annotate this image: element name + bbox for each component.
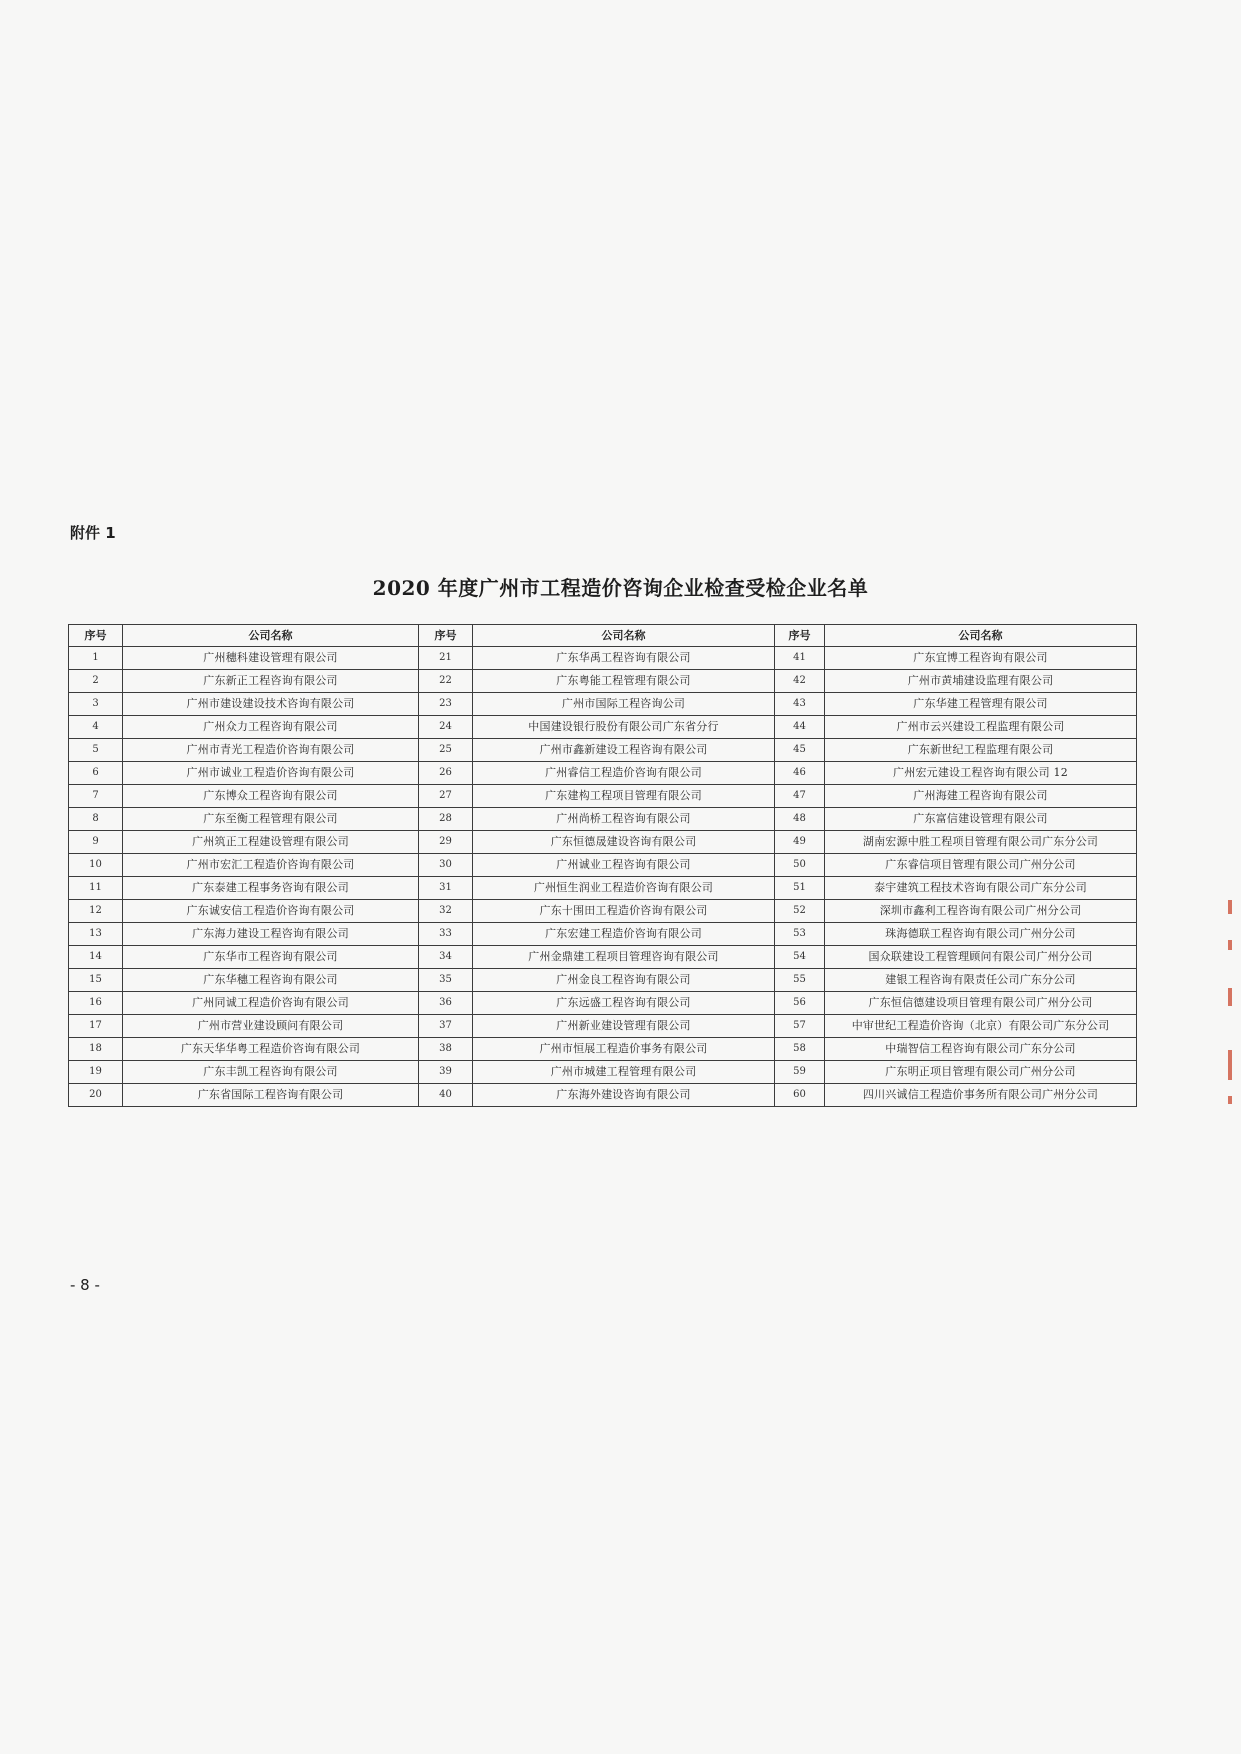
row-number: 38 [419,1038,473,1061]
row-number: 45 [775,739,825,762]
row-number: 41 [775,647,825,670]
company-name: 泰宇建筑工程技术咨询有限公司广东分公司 [825,877,1137,900]
header-name: 公司名称 [473,625,775,647]
company-name: 广东宜博工程咨询有限公司 [825,647,1137,670]
row-number: 60 [775,1084,825,1107]
row-number: 29 [419,831,473,854]
row-number: 25 [419,739,473,762]
table-row [69,923,1137,946]
table-row [69,739,1137,762]
company-name: 广东粤能工程管理有限公司 [473,670,775,693]
header-name: 公司名称 [123,625,419,647]
row-number: 13 [69,923,123,946]
company-name: 广东远盛工程咨询有限公司 [473,992,775,1015]
row-number: 12 [69,900,123,923]
company-name: 广州市青光工程造价咨询有限公司 [123,739,419,762]
company-name: 建银工程咨询有限责任公司广东分公司 [825,969,1137,992]
company-name: 广东泰建工程事务咨询有限公司 [123,877,419,900]
row-number: 11 [69,877,123,900]
table-row [69,992,1137,1015]
company-name: 广州众力工程咨询有限公司 [123,716,419,739]
row-number: 31 [419,877,473,900]
row-number: 8 [69,808,123,831]
table-row [69,762,1137,785]
header-name: 公司名称 [825,625,1137,647]
company-name: 广东诚安信工程造价咨询有限公司 [123,900,419,923]
row-number: 57 [775,1015,825,1038]
row-number: 59 [775,1061,825,1084]
row-number: 37 [419,1015,473,1038]
table-row [69,969,1137,992]
row-number: 44 [775,716,825,739]
company-name: 珠海德联工程咨询有限公司广州分公司 [825,923,1137,946]
company-name: 广州市营业建设顾问有限公司 [123,1015,419,1038]
row-number: 39 [419,1061,473,1084]
company-name: 广东宏建工程造价咨询有限公司 [473,923,775,946]
company-name: 广州市鑫新建设工程咨询有限公司 [473,739,775,762]
company-list-table [68,624,1137,1107]
company-name: 广东海外建设咨询有限公司 [473,1084,775,1107]
row-number: 16 [69,992,123,1015]
table-row [69,716,1137,739]
row-number: 33 [419,923,473,946]
table-row [69,831,1137,854]
row-number: 18 [69,1038,123,1061]
row-number: 55 [775,969,825,992]
company-name: 广东至衡工程管理有限公司 [123,808,419,831]
table-row [69,1038,1137,1061]
company-name: 广州海建工程咨询有限公司 [825,785,1137,808]
table-header-row [69,625,1137,647]
row-number: 6 [69,762,123,785]
company-name: 广州穗科建设管理有限公司 [123,647,419,670]
company-name: 广东天华华粤工程造价咨询有限公司 [123,1038,419,1061]
row-number: 30 [419,854,473,877]
company-name: 广州市国际工程咨询公司 [473,693,775,716]
company-name: 广州市建设建设技术咨询有限公司 [123,693,419,716]
row-number: 15 [69,969,123,992]
row-number: 24 [419,716,473,739]
table-row [69,877,1137,900]
company-name: 四川兴诚信工程造价事务所有限公司广州分公司 [825,1084,1137,1107]
table-row [69,1061,1137,1084]
company-name: 广州金良工程咨询有限公司 [473,969,775,992]
row-number: 3 [69,693,123,716]
header-no: 序号 [69,625,123,647]
row-number: 23 [419,693,473,716]
row-number: 27 [419,785,473,808]
row-number: 46 [775,762,825,785]
company-name: 广州睿信工程造价咨询有限公司 [473,762,775,785]
company-name: 中国建设银行股份有限公司广东省分行 [473,716,775,739]
row-number: 54 [775,946,825,969]
row-number: 51 [775,877,825,900]
table-row [69,647,1137,670]
company-name: 广州市诚业工程造价咨询有限公司 [123,762,419,785]
header-no: 序号 [775,625,825,647]
row-number: 14 [69,946,123,969]
document-title: 2020 年度广州市工程造价咨询企业检查受检企业名单 [372,576,869,600]
company-name: 广州市宏汇工程造价咨询有限公司 [123,854,419,877]
company-name: 广东新正工程咨询有限公司 [123,670,419,693]
company-name: 国众联建设工程管理顾问有限公司广州分公司 [825,946,1137,969]
row-number: 50 [775,854,825,877]
table-row [69,946,1137,969]
table-row [69,900,1137,923]
attachment-label: 附件 1 [70,524,116,542]
row-number: 10 [69,854,123,877]
table-row [69,1084,1137,1107]
company-name: 广州宏元建设工程咨询有限公司 12 [825,762,1137,785]
row-number: 48 [775,808,825,831]
table-row [69,854,1137,877]
row-number: 4 [69,716,123,739]
row-number: 28 [419,808,473,831]
company-name: 广东丰凯工程咨询有限公司 [123,1061,419,1084]
company-name: 广东富信建设管理有限公司 [825,808,1137,831]
row-number: 20 [69,1084,123,1107]
row-number: 35 [419,969,473,992]
row-number: 26 [419,762,473,785]
row-number: 58 [775,1038,825,1061]
page-number: - 8 - [70,1276,100,1294]
company-name: 广州新业建设管理有限公司 [473,1015,775,1038]
row-number: 5 [69,739,123,762]
row-number: 32 [419,900,473,923]
company-name: 湖南宏源中胜工程项目管理有限公司广东分公司 [825,831,1137,854]
company-name: 广州诚业工程咨询有限公司 [473,854,775,877]
row-number: 2 [69,670,123,693]
table-row [69,808,1137,831]
row-number: 21 [419,647,473,670]
row-number: 40 [419,1084,473,1107]
company-name: 深圳市鑫利工程咨询有限公司广州分公司 [825,900,1137,923]
row-number: 43 [775,693,825,716]
company-name: 广东省国际工程咨询有限公司 [123,1084,419,1107]
company-name: 中瑞智信工程咨询有限公司广东分公司 [825,1038,1137,1061]
company-name: 广东恒信德建设项目管理有限公司广州分公司 [825,992,1137,1015]
company-name: 广州恒生润业工程造价咨询有限公司 [473,877,775,900]
row-number: 17 [69,1015,123,1038]
row-number: 1 [69,647,123,670]
row-number: 56 [775,992,825,1015]
table-row [69,670,1137,693]
company-name: 广东恒德晟建设咨询有限公司 [473,831,775,854]
company-name: 广州筑正工程建设管理有限公司 [123,831,419,854]
company-name: 广州市云兴建设工程监理有限公司 [825,716,1137,739]
company-name: 广州同诚工程造价咨询有限公司 [123,992,419,1015]
company-name: 广东华建工程管理有限公司 [825,693,1137,716]
company-name: 广东明正项目管理有限公司广州分公司 [825,1061,1137,1084]
header-no: 序号 [419,625,473,647]
table-row [69,785,1137,808]
company-name: 广东新世纪工程监理有限公司 [825,739,1137,762]
row-number: 22 [419,670,473,693]
company-name: 广东建构工程项目管理有限公司 [473,785,775,808]
company-name: 广东华穗工程咨询有限公司 [123,969,419,992]
table-row [69,693,1137,716]
company-name: 广州市黄埔建设监理有限公司 [825,670,1137,693]
company-name: 广州市城建工程管理有限公司 [473,1061,775,1084]
company-name: 广东华禹工程咨询有限公司 [473,647,775,670]
row-number: 42 [775,670,825,693]
row-number: 19 [69,1061,123,1084]
row-number: 49 [775,831,825,854]
row-number: 9 [69,831,123,854]
company-name: 广东十围田工程造价咨询有限公司 [473,900,775,923]
row-number: 47 [775,785,825,808]
row-number: 7 [69,785,123,808]
row-number: 36 [419,992,473,1015]
table-row [69,1015,1137,1038]
company-name: 广州市恒展工程造价事务有限公司 [473,1038,775,1061]
company-name: 广东博众工程咨询有限公司 [123,785,419,808]
company-name: 广东海力建设工程咨询有限公司 [123,923,419,946]
row-number: 34 [419,946,473,969]
seal-stamp-edge [1226,900,1234,1110]
company-name: 广东睿信项目管理有限公司广州分公司 [825,854,1137,877]
company-name: 广东华市工程咨询有限公司 [123,946,419,969]
row-number: 52 [775,900,825,923]
company-name: 广州金鼎建工程项目管理咨询有限公司 [473,946,775,969]
row-number: 53 [775,923,825,946]
company-name: 广州尚桥工程咨询有限公司 [473,808,775,831]
company-name: 中审世纪工程造价咨询（北京）有限公司广东分公司 [825,1015,1137,1038]
